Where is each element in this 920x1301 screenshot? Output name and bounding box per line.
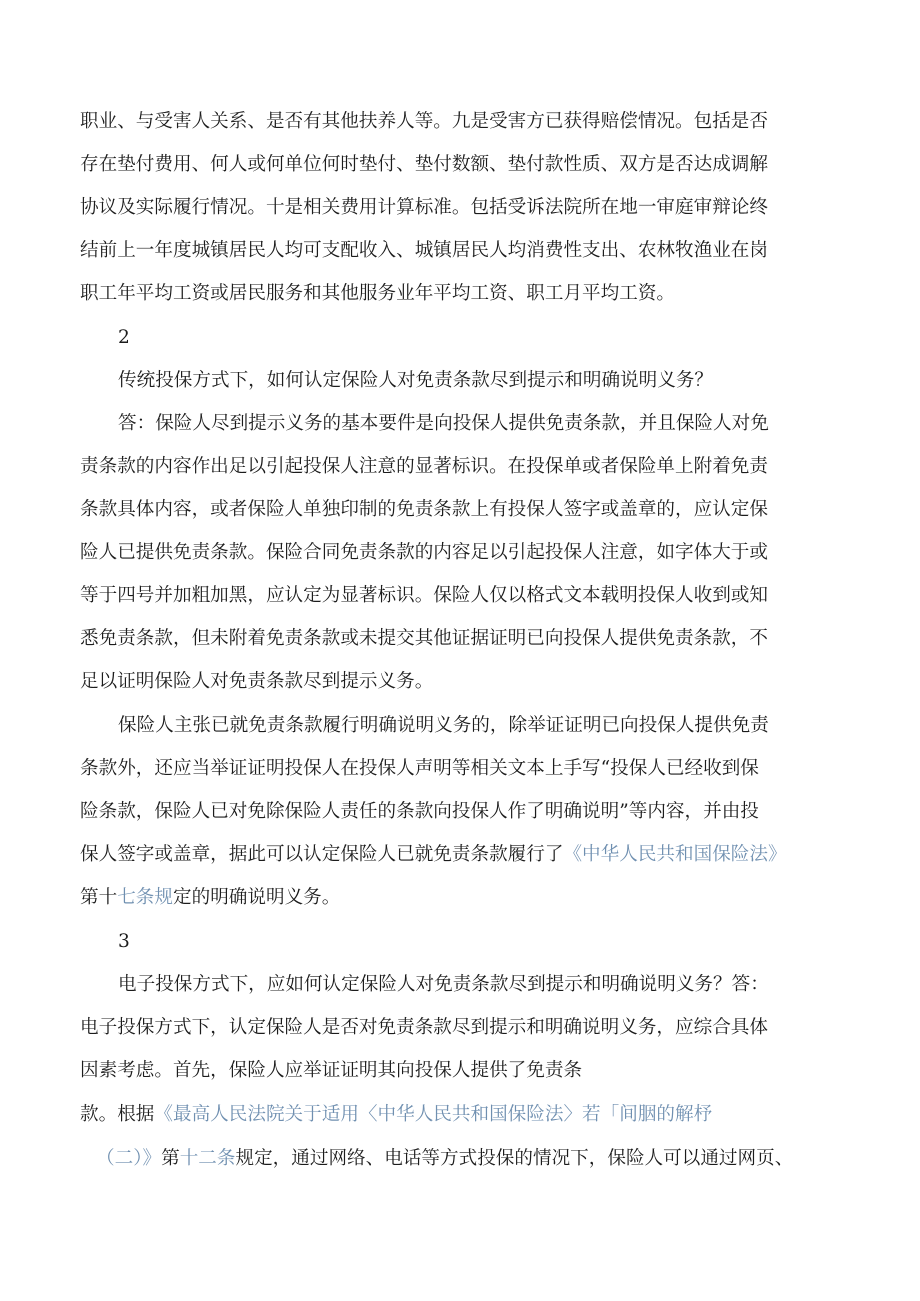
para1-line-3: 协议及实际履行情况。十是相关费用计算标准。包括受诉法院所在地一审庭审辩论终 — [80, 197, 768, 218]
answer2-line-6: 悉免责条款，但未附着免责条款或未提交其他证据证明已向投保人提供免责条款，不 — [80, 628, 768, 649]
para1-line-4: 结前上一年度城镇居民人均可支配收入、城镇居民人均消费性支出、农林牧渔业在岗 — [80, 240, 768, 261]
interpretation-two-link[interactable]: （二）》 — [96, 1148, 162, 1169]
answer2-line-5: 等于四号并加粗加黑，应认定为显著标识。保险人仅以格式文本载明投保人收到或知 — [80, 585, 768, 606]
para3-line-5-text-b: 定的明确说明义务。 — [173, 887, 341, 908]
article-12-link[interactable]: 十二条 — [179, 1148, 236, 1169]
question3-line-3: 因素考虑。首先，保险人应举证证明其向投保人提供了免责条 — [80, 1060, 583, 1081]
answer2-line-1: 答：保险人尽到提示义务的基本要件是向投保人提供免责条款，并且保险人对免 — [118, 413, 769, 434]
last-line — [96, 1147, 793, 1171]
judicial-interpretation-link[interactable]: 《最高人民法院关于适用〈中华人民共和国保险法〉若「间胭的解杼 — [154, 1104, 713, 1125]
para3-line-2: 条款外，还应当举证证明投保人在投保人声明等相关文本上手写“投保人已经收到保 — [80, 758, 759, 779]
kuan-line-text: 款。根据 — [80, 1104, 155, 1125]
para3-line-1: 保险人主张已就免责条款履行明确说明义务的，除举证证明已向投保人提供免责 — [118, 715, 769, 736]
para3-line-5 — [80, 886, 340, 910]
para3-line-3: 险条款，保险人已对免除保险人责任的条款向投保人作了明确说明”等内容，并由投 — [80, 801, 759, 822]
para3-line-4-text: 保人签字或盖章，据此可以认定保险人已就免责条款履行了 — [80, 844, 564, 865]
para1-line-2: 存在垫付费用、何人或何单位何时垫付、垫付数额、垫付款性质、双方是否达成调解 — [80, 154, 768, 175]
question-2: 传统投保方式下，如何认定保险人对免责条款尽到提示和明确说明义务？ — [118, 370, 714, 391]
section-number-3: 3 — [118, 931, 130, 952]
kuan-line — [80, 1103, 712, 1127]
answer2-line-7: 足以证明保险人对免责条款尽到提示义务。 — [80, 671, 434, 692]
para3-line-5-text-a: 第十 — [80, 887, 118, 908]
section-number-2: 2 — [118, 327, 130, 348]
para1-line-5: 职工年平均工资或居民服务和其他服务业年平均工资、职工月平均工资。 — [80, 283, 676, 304]
answer2-line-2: 责条款的内容作出足以引起投保人注意的显著标识。在投保单或者保险单上附着免责 — [80, 456, 768, 477]
question3-line-1: 电子投保方式下，应如何认定保险人对免责条款尽到提示和明确说明义务？答： — [118, 974, 769, 995]
last-line-text-b: 规定，通过网络、电话等方式投保的情况下，保险人可以通过网页、 — [235, 1148, 794, 1169]
insurance-law-link[interactable]: 《中华人民共和国保险法》 — [563, 844, 787, 865]
last-line-text-a: 第 — [161, 1148, 180, 1169]
answer2-line-3: 条款具体内容，或者保险人单独印制的免责条款上有投保人签字或盖章的，应认定保 — [80, 499, 768, 520]
article-17-link[interactable]: 七条规 — [117, 887, 173, 908]
question3-line-2: 电子投保方式下，认定保险人是否对免责条款尽到提示和明确说明义务，应综合具体 — [80, 1017, 768, 1038]
answer2-line-4: 险人已提供免责条款。保险合同免责条款的内容足以引起投保人注意，如字体大于或 — [80, 542, 768, 563]
para3-line-4 — [80, 843, 787, 867]
para1-line-1: 职业、与受害人关系、是否有其他扶养人等。九是受害方已获得赔偿情况。包括是否 — [80, 111, 768, 132]
